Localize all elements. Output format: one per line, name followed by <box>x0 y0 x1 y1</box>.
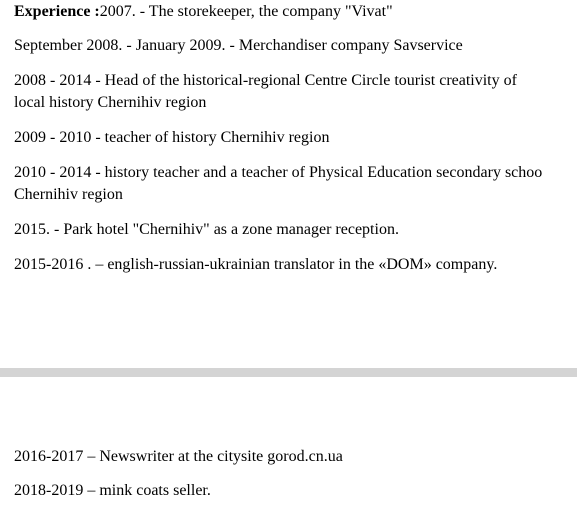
experience-entry-2008-2009: September 2008. - January 2009. - Merchandiser company Savservice <box>14 37 463 54</box>
experience-entry-2010-2014-line-2: Chernihiv region <box>14 186 123 203</box>
experience-entry-2008-2014-line-1: 2008 - 2014 - Head of the historical-regional Centre Circle tourist creativity of <box>14 72 517 89</box>
experience-entry-2008-2014-line-2: local history Chernihiv region <box>14 94 207 111</box>
experience-entry-2018-2019: 2018-2019 – mink coats seller. <box>14 482 211 499</box>
experience-entry-2007 <box>14 1 393 23</box>
document-page-2 <box>0 377 577 531</box>
experience-entry-2015-2016: 2015-2016 . – english-russian-ukrainian translator in the «DOM» company. <box>14 256 498 273</box>
experience-entry-2010-2014-line-1: 2010 - 2014 - history teacher and a teacher of Physical Education secondary schoo <box>14 164 543 181</box>
experience-entry-2009-2010: 2009 - 2010 - teacher of history Chernihiv region <box>14 129 330 146</box>
experience-entry-2015: 2015. - Park hotel "Chernihiv" as a zone manager reception. <box>14 221 399 238</box>
entry-text: 2007. - The storekeeper, the company "Vivat" <box>99 3 393 20</box>
page-separator <box>0 368 577 377</box>
experience-entry-2016-2017: 2016-2017 – Newswriter at the citysite gorod.cn.ua <box>14 448 343 465</box>
experience-label: Experience : <box>14 3 100 20</box>
